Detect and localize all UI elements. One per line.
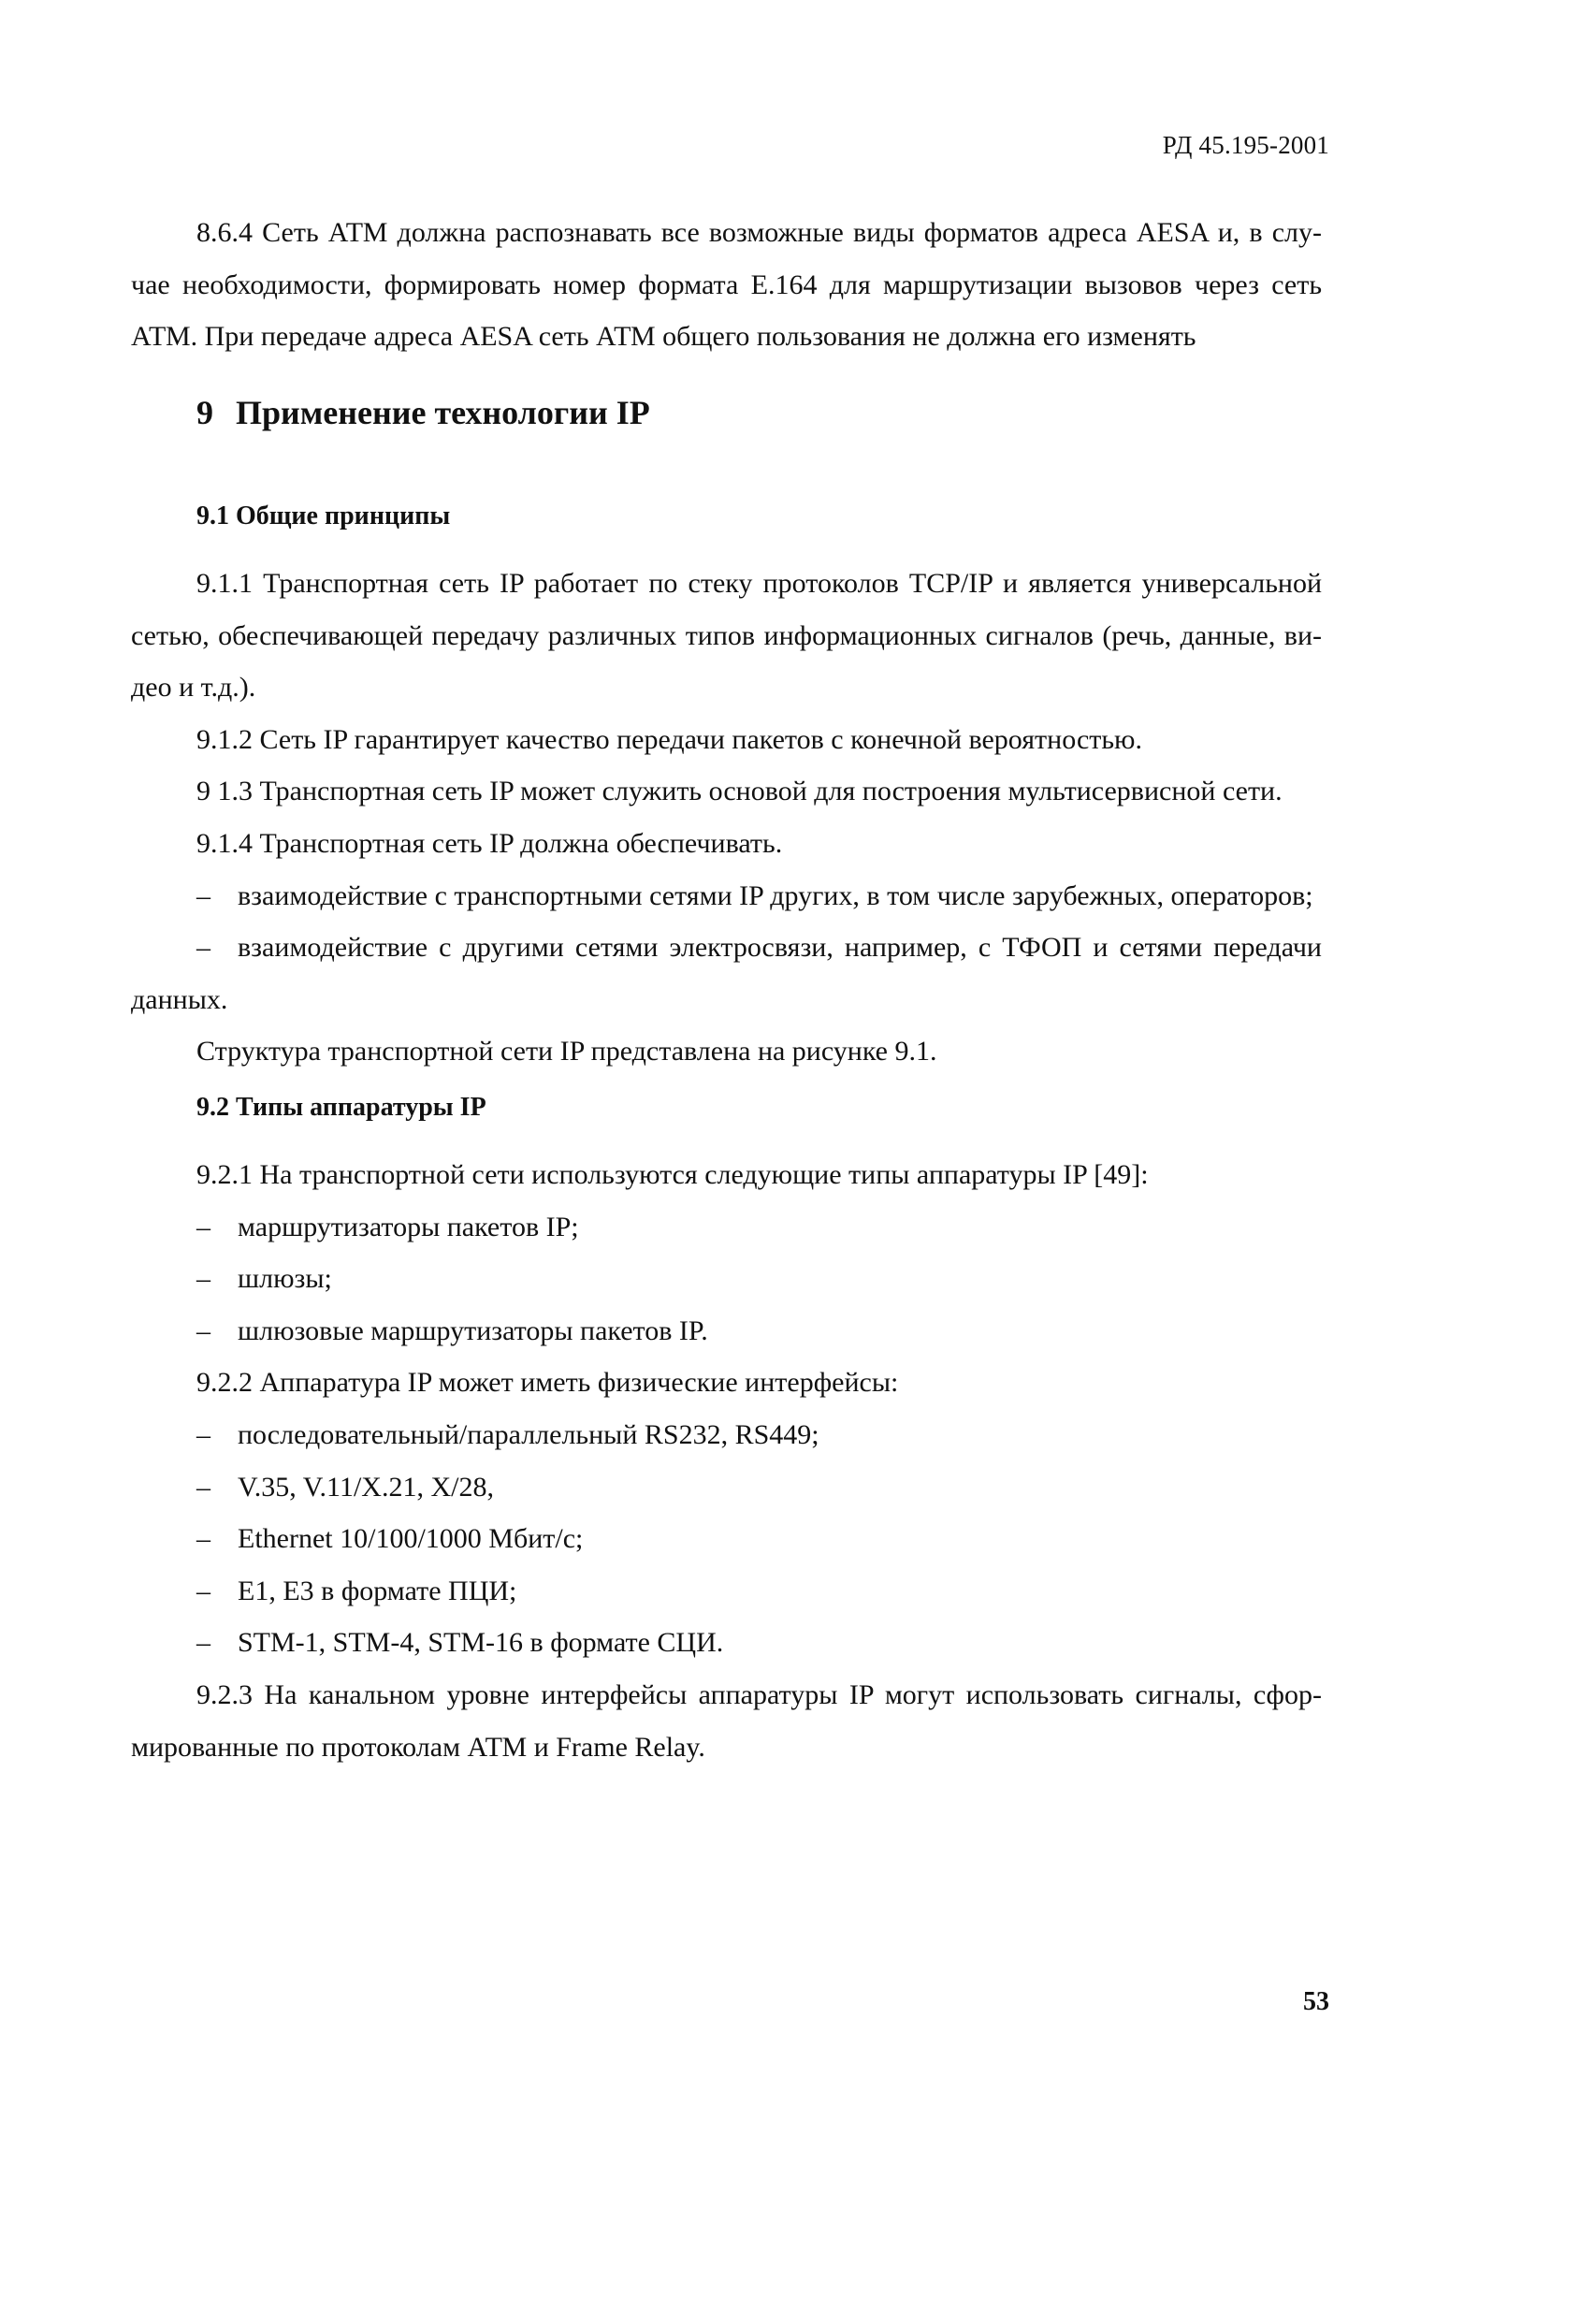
text-line: 9.2.3 На канальном уровне интерфейсы аппаратуры IP могут использовать сигналы, сфор- [196, 1678, 1322, 1710]
section-9-2-body [131, 1149, 1322, 1773]
dash-marker: – [196, 1627, 210, 1659]
text-line: 9.2.2 Аппаратура IP может иметь физические интерфейсы: [196, 1367, 899, 1399]
dash-marker: – [196, 1418, 210, 1450]
text-line: 9.1.2 Сеть IP гарантирует качество передачи пакетов с конечной вероятностью. [196, 723, 1142, 755]
list-item: – взаимодействие с транспортными сетями IP других, в том числе зарубежных, операторов; [131, 870, 1322, 922]
text-line: данных. [131, 983, 228, 1015]
text-line: сетью, обеспечивающей передачу различных типов информационных сигналов (речь, данные, ви- [131, 619, 1322, 651]
paragraph-8-6-4 [131, 207, 1322, 363]
section-9-1-body [131, 558, 1322, 1078]
list-item: – шлюзовые маршрутизаторы пакетов IP. [131, 1305, 1322, 1358]
list-item: – V.35, V.11/X.21, X/28, [131, 1461, 1322, 1514]
text-line: део и т.д.). [131, 672, 256, 704]
list-item: – взаимодействие с другими сетями электросвязи, например, с ТФОП и сетями передачи [131, 922, 1322, 974]
text-line: 9.1.4 Транспортная сеть IP должна обеспечивать. [196, 827, 783, 859]
dash-marker: – [196, 1471, 210, 1503]
text-line: Структура транспортной сети IP представлена на рисунке 9.1. [196, 1036, 937, 1068]
text-line: 8.6.4 Сеть АТМ должна распознавать все возможные виды форматов адреса AESA и, в слу- [196, 217, 1322, 248]
section-number: 9 [196, 394, 213, 431]
list-item: – STM-1, STM-4, STM-16 в формате СЦИ. [131, 1617, 1322, 1669]
dash-marker: – [196, 1263, 210, 1295]
dash-marker: – [196, 1523, 210, 1555]
subsection-heading: 9.2 Типы аппаратуры IP [196, 1093, 486, 1122]
text-line: 9 1.3 Транспортная сеть IP может служить основой для построения мультисервисной сети. [196, 776, 1283, 807]
section-title: Применение технологии IP [236, 394, 650, 431]
dash-marker: – [196, 932, 210, 964]
dash-marker: – [196, 1211, 210, 1242]
dash-marker: – [196, 1315, 210, 1346]
page-number: 53 [1303, 1987, 1329, 2016]
text-line: мированные по протоколам АТМ и Frame Relay. [131, 1731, 705, 1763]
list-item: – шлюзы; [131, 1253, 1322, 1305]
dash-marker: – [196, 1575, 210, 1606]
subsection-heading: 9.1 Общие принципы [196, 501, 451, 530]
section-heading [196, 393, 650, 432]
list-item: – Ethernet 10/100/1000 Мбит/с; [131, 1513, 1322, 1565]
list-item: – последовательный/параллельный RS232, RS449; [131, 1409, 1322, 1461]
list-item: – E1, E3 в формате ПЦИ; [131, 1565, 1322, 1618]
text-line: АТМ. При передаче адреса AESA сеть АТМ общего пользования не должна его изменять [131, 321, 1196, 353]
text-line: 9.1.1 Транспортная сеть IP работает по стеку протоколов TCP/IP и является универсальной [196, 568, 1322, 599]
document-code: РД 45.195-2001 [1162, 131, 1329, 159]
dash-marker: – [196, 879, 210, 911]
list-item: – маршрутизаторы пакетов IP; [131, 1201, 1322, 1254]
text-line: чае необходимости, формировать номер формата Е.164 для маршрутизации вызовов через сеть [131, 269, 1322, 300]
text-line: 9.2.1 На транспортной сети используются следующие типы аппаратуры IP [49]: [196, 1159, 1149, 1190]
